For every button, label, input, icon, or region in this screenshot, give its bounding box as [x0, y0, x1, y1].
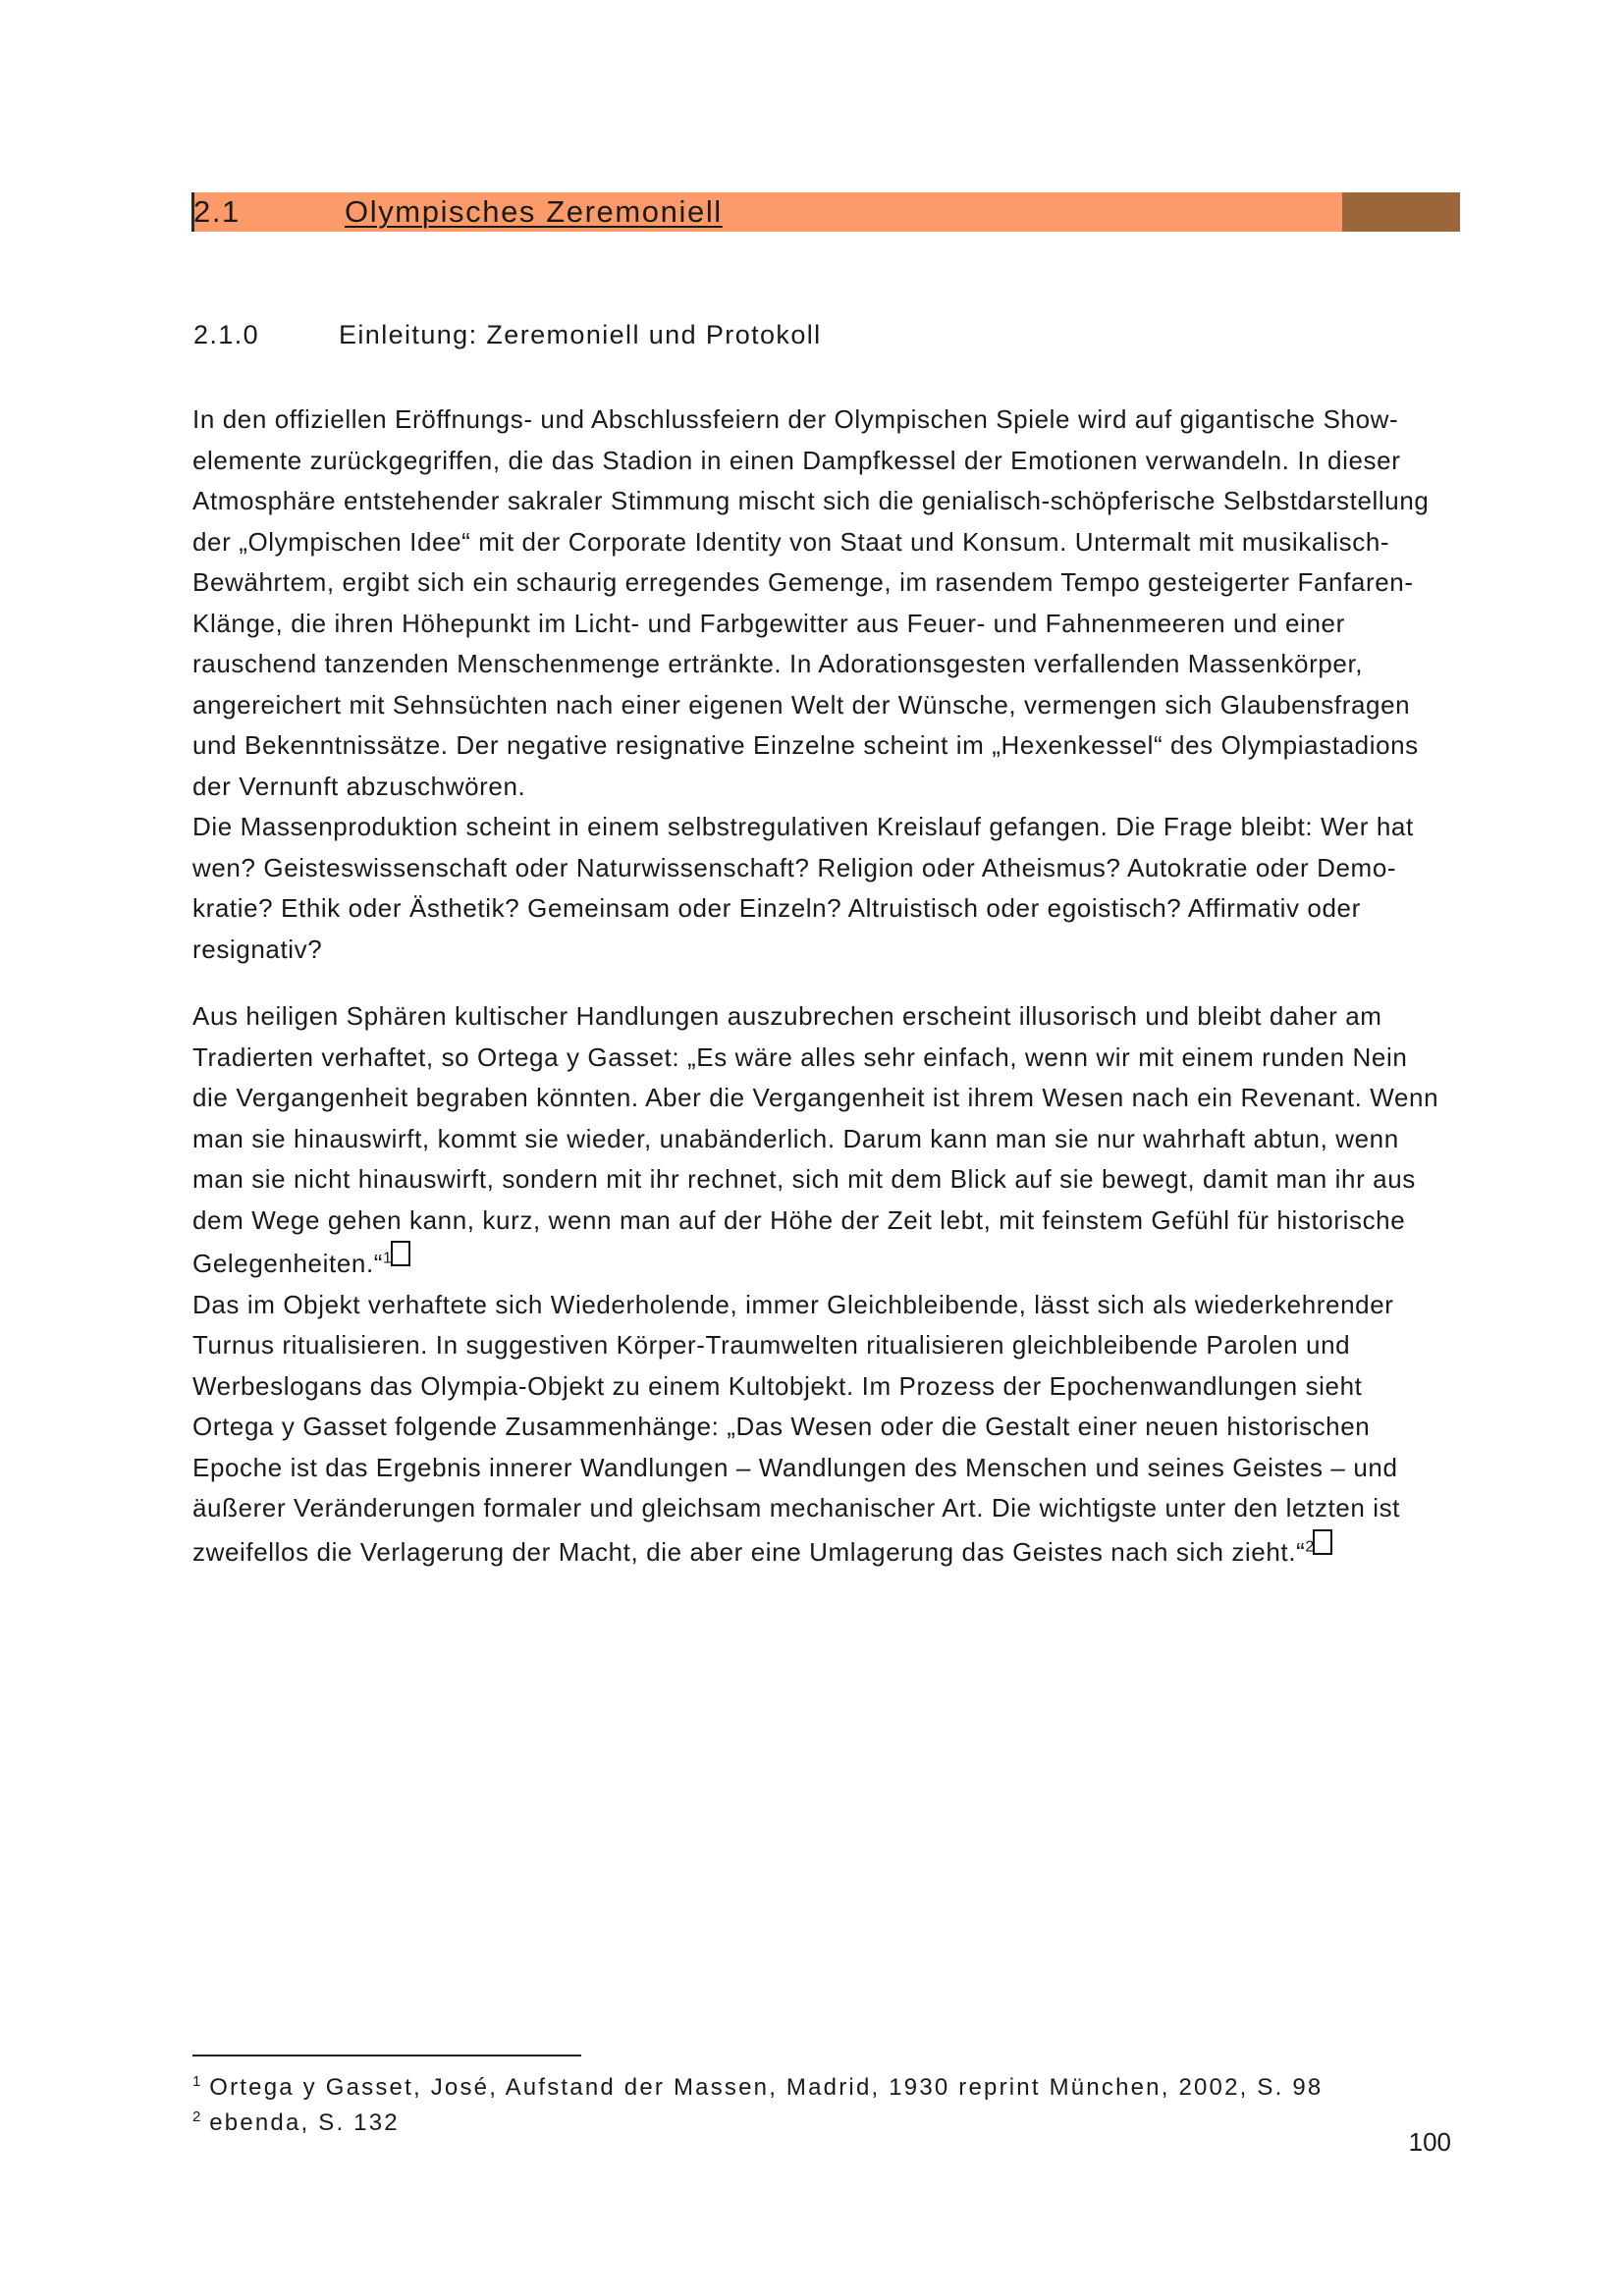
text-line: angereichert mit Sehnsüchten nach einer eigenen Welt der Wünsche, vermengen sich Glaubensfragen — [192, 689, 1411, 720]
text-line: Aus heiligen Sphären kultischer Handlungen auszubrechen erscheint illusorisch und bleibt daher am — [192, 1001, 1382, 1031]
text-line: resignativ? — [192, 934, 323, 964]
section-heading-bar — [191, 192, 1460, 232]
heading-accent-block — [1342, 192, 1460, 232]
text-line — [192, 1529, 1469, 1574]
text-line — [192, 1241, 1469, 1285]
text-line: man sie nicht hinauswirft, sondern mit ihr rechnet, sich mit dem Blick auf sie bewegt, damit man ihr aus — [192, 1164, 1416, 1194]
text-line: Atmosphäre entstehender sakraler Stimmung mischt sich die genialisch-schöpferische Selbstdarstellung — [192, 486, 1430, 515]
text-line: Turnus ritualisieren. In suggestiven Körper-Traumwelten ritualisieren gleichbleibende Parolen und — [192, 1330, 1351, 1360]
subsection-title: Einleitung: Zeremoniell und Protokoll — [339, 320, 822, 349]
text-line: äußerer Veränderungen formaler und gleichsam mechanischer Art. Die wichtigste unter den letzten ist — [192, 1493, 1401, 1522]
text-line: Werbeslogans das Olympia-Objekt zu einem Kultobjekt. Im Prozess der Epochenwandlungen sieht — [192, 1370, 1363, 1401]
text-line: Tradierten verhaftet, so Ortega y Gasset: „Es wäre alles sehr einfach, wenn wir mit einem runden Nein — [192, 1041, 1408, 1072]
text-line: Das im Objekt verhaftete sich Wiederholende, immer Gleichbleibende, lässt sich als wiederkehrender — [192, 1289, 1394, 1319]
text-line: elemente zurückgegriffen, die das Stadion in einen Dampfkessel der Emotionen verwandeln. In dieser — [192, 445, 1401, 475]
text-line: rauschend tanzenden Menschenmenge ertränkte. In Adorationsgesten verfallenden Massenkörper, — [192, 649, 1364, 678]
footnote-text: Ortega y Gasset, José, Aufstand der Massen, Madrid, 1930 reprint München, 2002, S. 98 — [209, 2074, 1324, 2101]
paragraph-2 — [192, 996, 1469, 1573]
footnotes — [192, 2067, 1323, 2138]
footnote-text: ebenda, S. 132 — [209, 2109, 400, 2136]
section-heading — [191, 192, 723, 232]
footnote-separator — [192, 2055, 581, 2056]
text-line: die Vergangenheit begraben könnten. Aber die Vergangenheit ist ihrem Wesen nach ein Revenant. Wenn — [192, 1083, 1439, 1112]
text-line: wen? Geisteswissenschaft oder Naturwissenschaft? Religion oder Atheismus? Autokratie oder Demo- — [192, 852, 1397, 882]
text-line: kratie? Ethik oder Ästhetik? Gemeinsam oder Einzeln? Altruistisch oder egoistisch? Affirmativ oder — [192, 893, 1361, 923]
page-number: 100 — [1408, 2127, 1451, 2157]
missing-glyph-box-icon — [1313, 1529, 1332, 1555]
section-number: 2.1 — [193, 194, 241, 229]
text-line: der „Olympischen Idee“ mit der Corporate Identity von Staat und Konsum. Untermalt mit musikalisch- — [192, 526, 1390, 557]
subsection-number: 2.1.0 — [193, 320, 260, 349]
text-line: Bewährtem, ergibt sich ein schaurig erregendes Gemenge, im rasendem Tempo gesteigerter Fanfaren- — [192, 567, 1414, 597]
missing-glyph-box-icon — [391, 1241, 410, 1266]
text-line: In den offiziellen Eröffnungs- und Abschlussfeiern der Olympischen Spiele wird auf gigantische Show- — [192, 404, 1399, 434]
text-line: Die Massenproduktion scheint in einem selbstregulativen Kreislauf gefangen. Die Frage bleibt: Wer hat — [192, 812, 1414, 841]
footnote-mark: 2 — [192, 2109, 201, 2125]
footnote-ref-1[interactable]: 1 — [383, 1250, 393, 1267]
text-line: der Vernunft abzuschwören. — [192, 771, 526, 801]
footnote-ref-2[interactable]: 2 — [1305, 1537, 1315, 1555]
text-line: und Bekenntnissätze. Der negative resignative Einzelne scheint im „Hexenkessel“ des Olympiastadions — [192, 730, 1419, 760]
footnote-2 — [192, 2103, 1323, 2138]
text-line-content: Gelegenheiten.“ — [192, 1249, 384, 1278]
text-line: man sie hinauswirft, kommt sie wieder, unabänderlich. Darum kann man sie nur wahrhaft abtun, wenn — [192, 1123, 1399, 1153]
section-title: Olympisches Zeremoniell — [345, 194, 723, 229]
paragraph-1 — [192, 400, 1469, 970]
text-line: dem Wege gehen kann, kurz, wenn man auf der Höhe der Zeit lebt, mit feinstem Gefühl für historische — [192, 1204, 1406, 1235]
text-line: Epoche ist das Ergebnis innerer Wandlungen – Wandlungen des Menschen und seines Geistes – und — [192, 1452, 1398, 1482]
footnote-1 — [192, 2067, 1323, 2103]
text-line: Klänge, die ihren Höhepunkt im Licht- und Farbgewitter aus Feuer- und Fahnenmeeren und einer — [192, 608, 1345, 638]
footnote-mark: 1 — [192, 2073, 201, 2090]
text-line: Ortega y Gasset folgende Zusammenhänge: „Das Wesen oder die Gestalt einer neuen historischen — [192, 1412, 1371, 1441]
text-line-content: zweifellos die Verlagerung der Macht, die aber eine Umlagerung das Geistes nach sich zieht.“ — [192, 1536, 1306, 1567]
subsection-heading — [193, 320, 822, 350]
